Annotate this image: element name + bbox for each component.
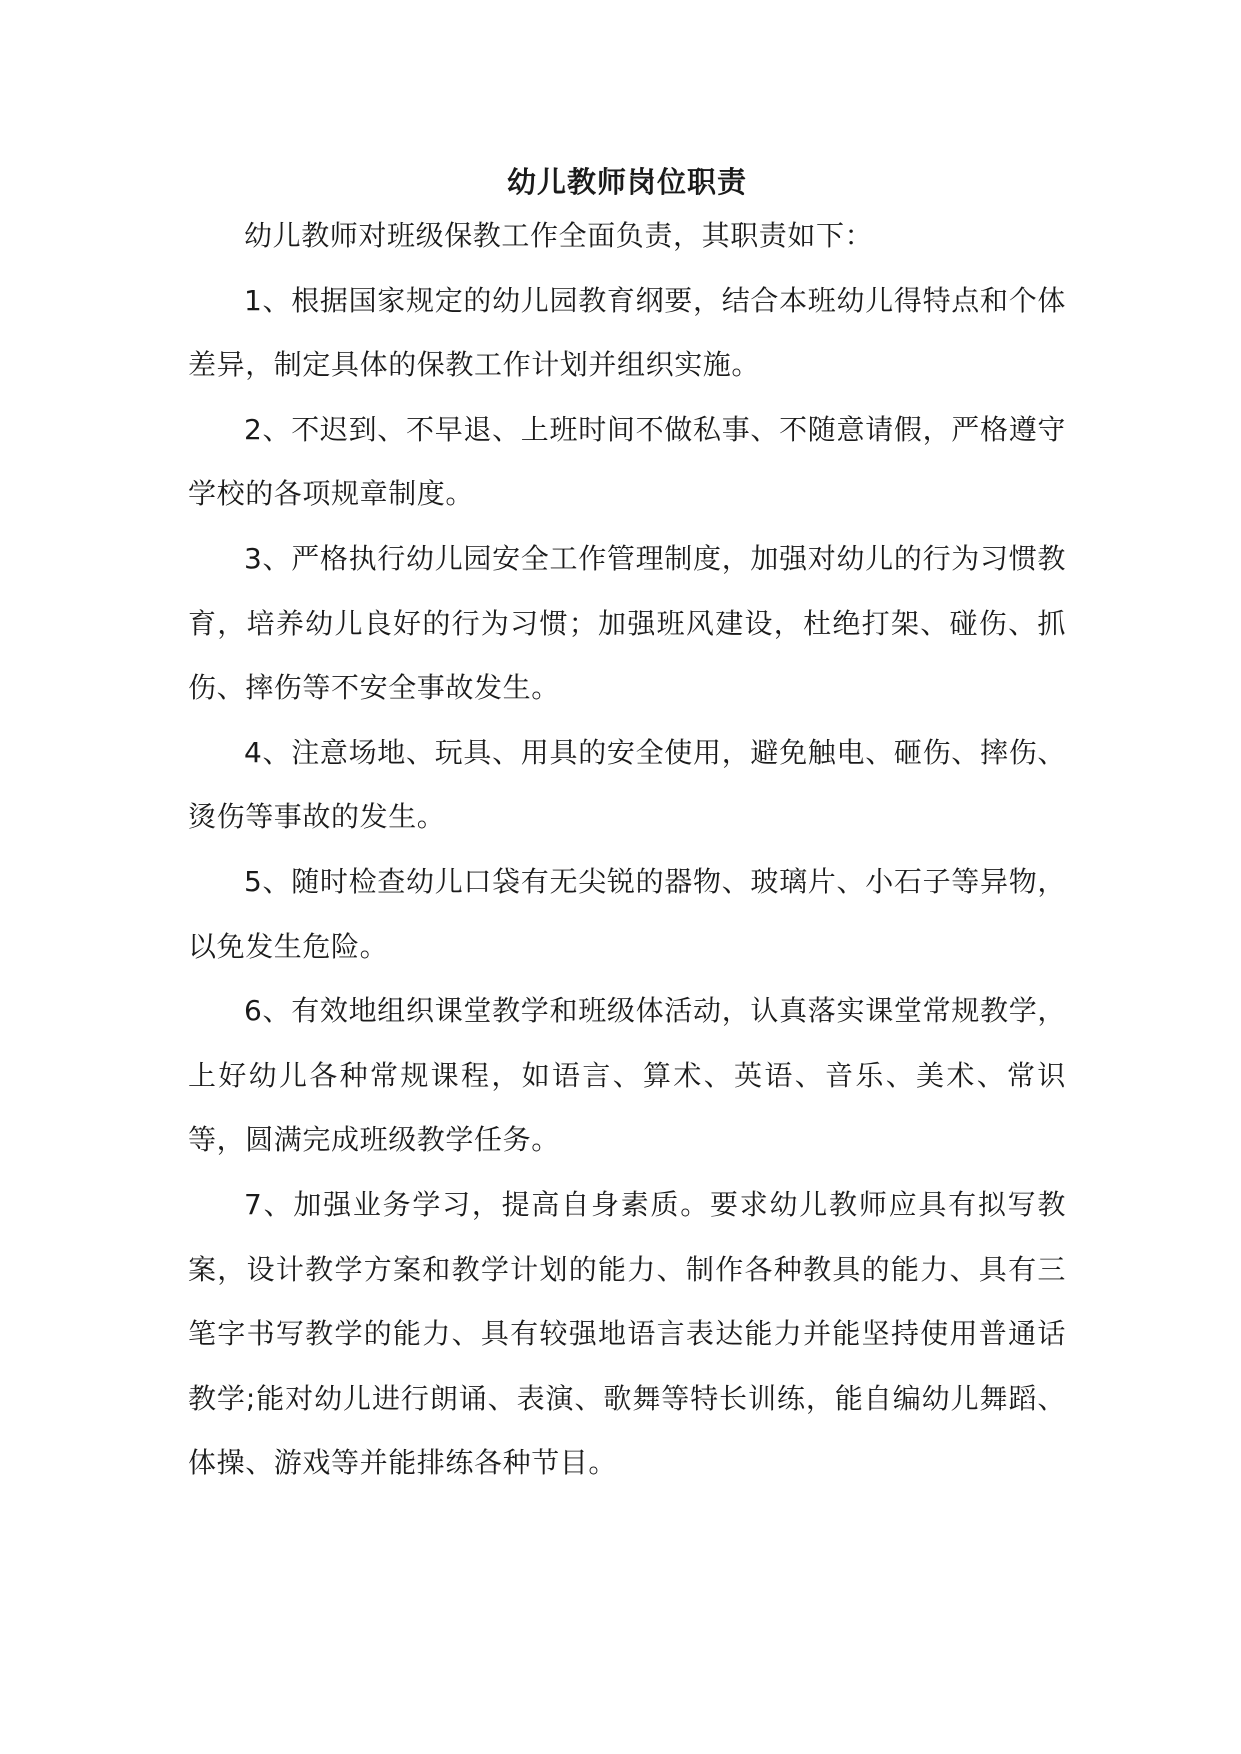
duty-item-6: 6、有效地组织课堂教学和班级体活动，认真落实课堂常规教学，上好幼儿各种常规课程，如语言、算术、英语、音乐、美术、常识等，圆满完成班级教学任务。 (188, 994, 1066, 1157)
document-body (188, 160, 1066, 1496)
duty-item-2: 2、不迟到、不早退、上班时间不做私事、不随意请假，严格遵守学校的各项规章制度。 (188, 412, 1066, 511)
duty-item-4: 4、注意场地、玩具、用具的安全使用，避免触电、砸伤、摔伤、烫伤等事故的发生。 (188, 735, 1066, 834)
document-title: 幼儿教师岗位职责 (506, 165, 747, 199)
duty-item-7: 7、加强业务学习，提高自身素质。要求幼儿教师应具有拟写教案，设计教学方案和教学计划的能力、制作各种教具的能力、具有三笔字书写教学的能力、具有较强地语言表达能力并能坚持使用普通话教学;能对幼儿进行朗诵、表演、歌舞等特长训练，能自编幼儿舞蹈、体操、游戏等并能排练各种节目。 (188, 1187, 1066, 1480)
duty-item-1: 1、根据国家规定的幼儿园教育纲要，结合本班幼儿得特点和个体差异，制定具体的保教工作计划并组织实施。 (188, 283, 1066, 382)
duty-item-5: 5、随时检查幼儿口袋有无尖锐的器物、玻璃片、小石子等异物，以免发生危险。 (188, 864, 1066, 963)
duty-item-3: 3、严格执行幼儿园安全工作管理制度，加强对幼儿的行为习惯教育，培养幼儿良好的行为习惯；加强班风建设，杜绝打架、碰伤、抓伤、摔伤等不安全事故发生。 (188, 541, 1066, 705)
intro-paragraph: 幼儿教师对班级保教工作全面负责，其职责如下： (244, 219, 874, 252)
